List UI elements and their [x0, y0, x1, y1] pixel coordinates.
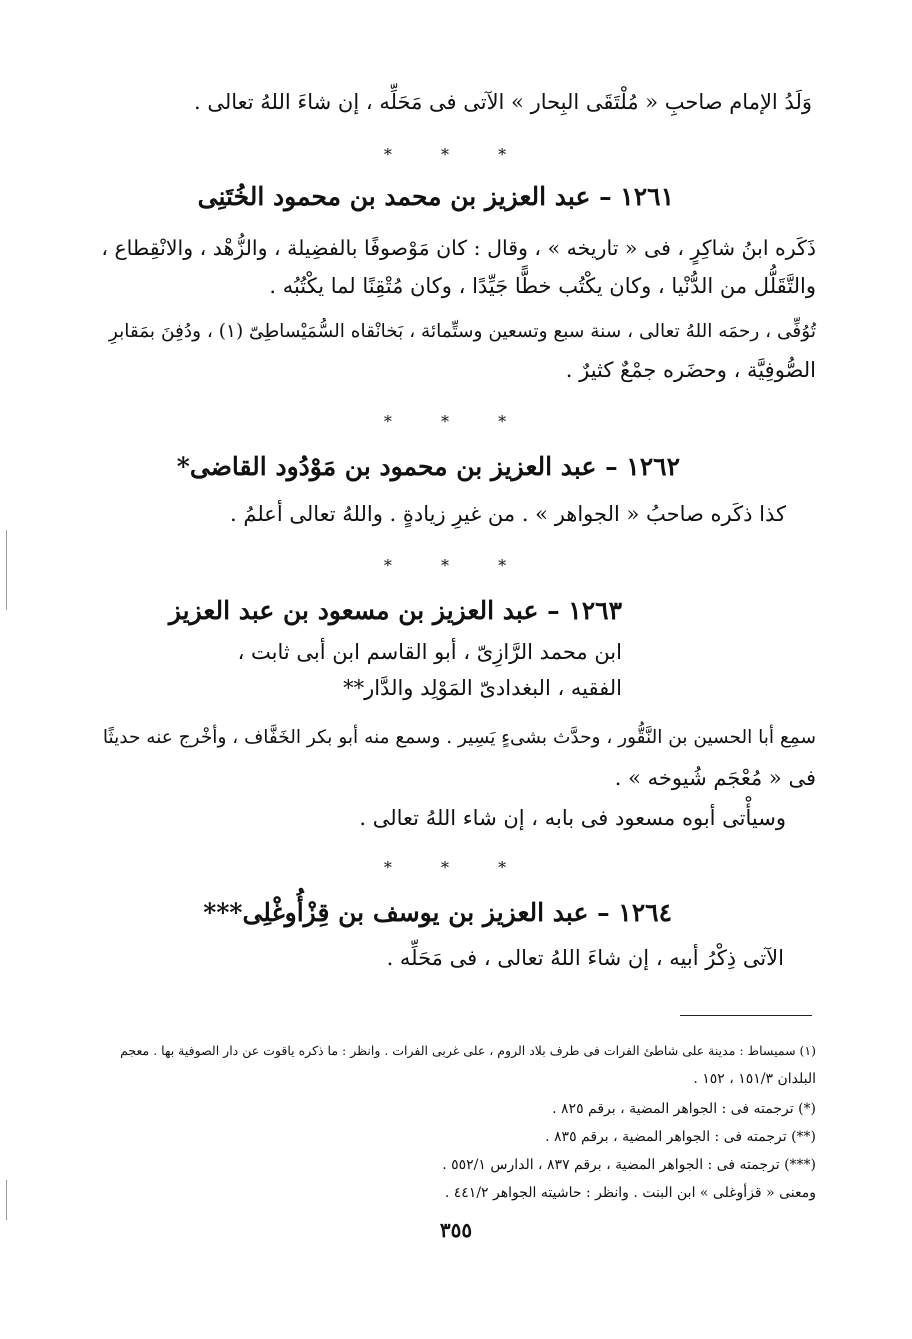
- entry-1261-line-3: تُوُفِّى ، رحمَه اللهُ تعالى ، سنة سبع وتسعين وستِّمائة ، بَخانْقاه السُّمَيْساطِىّ (١) ، ودُفِنَ بمَقابرِ: [108, 321, 816, 342]
- entry-title-1264: ١٢٦٤ – عبد العزيز بن يوسف بن قِزْأُوغْلِى***: [203, 898, 672, 927]
- footnote-star-3-cont: ومعنى « قزأوغلى » ابن البنت . وانظر : حاشيته الجواهر ٤٤١/٢ .: [444, 1185, 816, 1201]
- section-separator: * * *: [383, 858, 529, 877]
- entry-title-1263: ١٢٦٣ – عبد العزيز بن مسعود بن عبد العزيز: [168, 596, 622, 625]
- entry-1261-line-1: ذَكَره ابنُ شاكِرٍ ، فى « تاريخه » ، وقال : كان مَوْصوفًا بالفضِيلة ، والزُّهْد ، والانْقِطاع ،: [101, 236, 816, 260]
- footnote-star-2: (**) ترجمته فى : الجواهر المضية ، برقم ٨٣٥ .: [545, 1129, 816, 1145]
- section-separator: * * *: [383, 556, 529, 575]
- footnote-star-1: (*) ترجمته فى : الجواهر المضية ، برقم ٨٢٥ .: [552, 1101, 816, 1117]
- entry-1263-subtitle-2: الفقيه ، البغدادىّ المَوْلِد والدَّار**: [343, 676, 622, 700]
- footnote-1-line-1: (١) سميساط : مدينة على شاطئ الفرات فى طرف بلاد الروم ، على غربى الفرات . وانظر : ما ذكره ياقوت عن دار الصوفية بها . معجم: [120, 1043, 816, 1058]
- footnote-1-line-2: البلدان ١٥١/٣ ، ١٥٢ .: [693, 1071, 816, 1087]
- entry-title-1261: ١٢٦١ – عبد العزيز بن محمد بن محمود الخُتَنِى: [197, 182, 674, 211]
- entry-1263-subtitle-1: ابن محمد الرَّازِىّ ، أبو القاسم ابن أبى ثابت ،: [237, 640, 622, 664]
- section-separator: * * *: [383, 412, 529, 431]
- page-number: ٣٥٥: [439, 1218, 473, 1242]
- entry-1263-line-1: سمِع أبا الحسين بن النَّقُّور ، وحدَّث بشىءٍ يَسِير . وسمع منه أبو بكر الخَفَّاف ، وأخْرج عنه حديثًا: [102, 727, 816, 748]
- entry-1263-line-2: فى « مُعْجَم شُيوخه » .: [614, 766, 816, 790]
- entry-1263-line-3: وسيأْتى أبوه مسعود فى بابه ، إن شاء اللهُ تعالى .: [359, 806, 786, 830]
- entry-1264-line-1: الآتى ذِكْرُ أبيه ، إن شاءَ اللهُ تعالى ، فى مَحَلِّه .: [386, 946, 784, 970]
- section-separator: * * *: [383, 145, 529, 164]
- entry-title-1262: ١٢٦٢ – عبد العزيز بن محمود بن مَوْدُود القاضى*: [176, 452, 680, 481]
- entry-1261-line-4: الصُّوفِيَّة ، وحضَره جمْعٌ كثيرٌ .: [565, 358, 816, 382]
- entry-1262-line-1: كذا ذكَره صاحبُ « الجواهر » . من غيرِ زيادةٍ . واللهُ تعالى أعلمُ .: [230, 502, 786, 526]
- entry-1261-line-2: والتَّقَلُّل من الدُّنْيا ، وكان يكْتُب خطًّا جَيِّدًا ، وكان مُتْقِنًا لما يكْتُبُه .: [269, 274, 816, 298]
- footnote-separator-line: [680, 1015, 812, 1016]
- intro-line: وَلَدُ الإمام صاحبِ « مُلْتَقَى البِحار » الآتى فى مَحَلِّه ، إن شاءَ اللهُ تعالى .: [193, 90, 812, 114]
- footnote-star-3: (***) ترجمته فى : الجواهر المضية ، برقم ٨٣٧ ، الدارس ٥٥٢/١ .: [442, 1157, 816, 1173]
- scan-margin-mark: [6, 1180, 7, 1220]
